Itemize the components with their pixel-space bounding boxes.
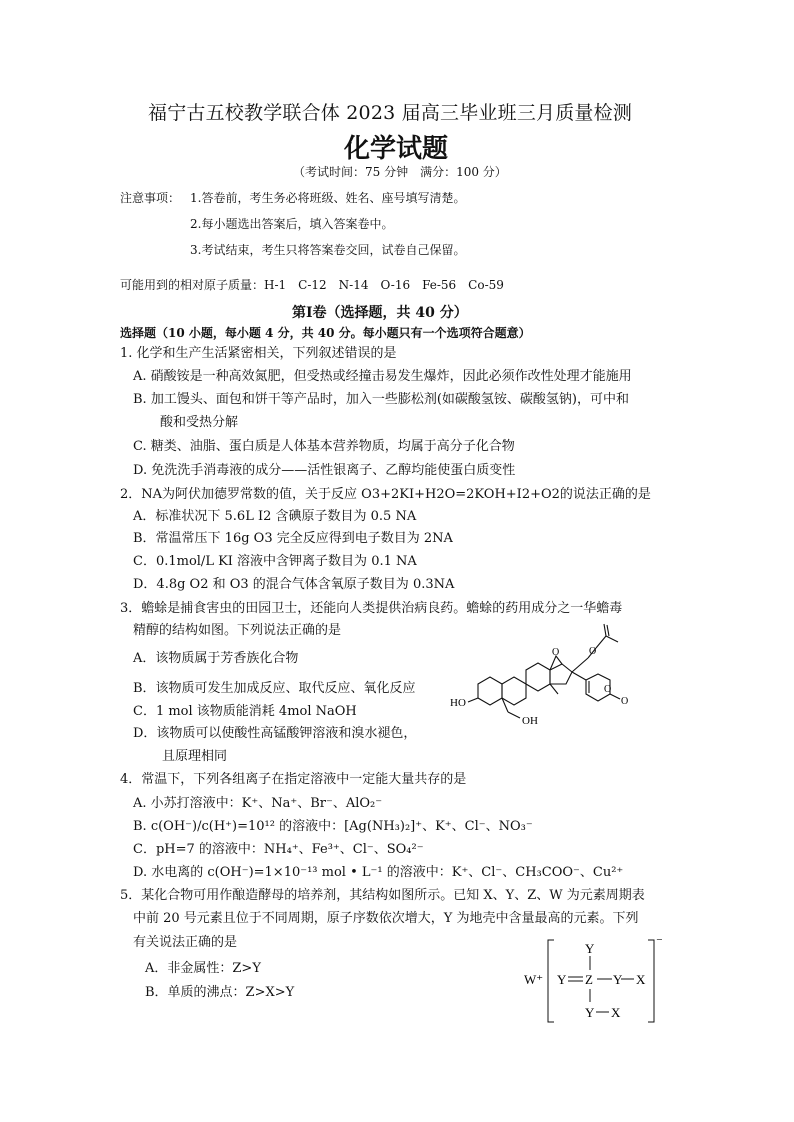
struct-cation-w: W⁺	[524, 972, 544, 987]
struct-charge: ⁻	[656, 936, 663, 949]
q2-option-a: A．标准状况下 5.6L I2 含碘原子数目为 0.5 NA	[133, 509, 417, 524]
q3-stem-cont: 精醇的结构如图。下列说法正确的是	[133, 623, 342, 638]
q3-molecular-structure	[448, 622, 678, 732]
struct-right-y: Y	[613, 972, 623, 987]
q4-option-d: D. 水电离的 c(OH⁻)=1×10⁻¹³ mol • L⁻¹ 的溶液中：K⁺、Cl⁻、CH₃COO⁻、Cu²⁺	[133, 865, 624, 880]
q1-option-a: A. 硝酸铵是一种高效氮肥，但受热或经撞击易发生爆炸，因此必须作改性处理才能施用	[133, 369, 632, 384]
struct-center-z: Z	[585, 972, 593, 987]
struct-right-x: X	[636, 972, 646, 987]
section-instruction: 选择题（10 小题，每小题 4 分，共 40 分。每小题只有一个选项符合题意）	[120, 326, 531, 340]
note-item-1: 1.答卷前，考生务必将班级、姓名、座号填写清楚。	[190, 191, 466, 205]
q5-stem: 5．某化合物可用作酿造酵母的培养剂，其结构如图所示。已知 X、Y、Z、W 为元素周期表	[120, 888, 645, 903]
q3-stem: 3．蟾蜍是捕食害虫的田园卫士，还能向人类提供治病良药。蟾蜍的药用成分之一华蟾毒	[120, 601, 623, 616]
structure-label-o-carbonyl: O	[621, 696, 629, 707]
q4-option-a: A. 小苏打溶液中：K⁺、Na⁺、Br⁻、AlO₂⁻	[133, 796, 383, 811]
struct-bottom-x: X	[611, 1005, 621, 1020]
q5-stem-cont-2: 有关说法正确的是	[133, 935, 238, 950]
notes-label: 注意事项：	[120, 191, 181, 205]
q2-option-d: D．4.8g O2 和 O3 的混合气体含氧原子数目为 0.3NA	[133, 577, 455, 592]
structure-label-o-epoxide: O	[552, 647, 560, 658]
structure-label-o-ester: O	[589, 646, 597, 657]
struct-bottom-y: Y	[585, 1005, 595, 1020]
q3-option-d-cont: 且原理相同	[162, 749, 228, 764]
struct-left-y: Y	[557, 972, 567, 987]
section-title: 第Ⅰ卷（选择题，共 40 分）	[292, 305, 468, 321]
q5-ion-structure	[520, 936, 670, 1026]
q4-option-b: B. c(OH⁻)/c(H⁺)=10¹² 的溶液中：[Ag(NH₃)₂]⁺、K⁺、Cl⁻、NO₃⁻	[133, 819, 533, 834]
note-item-2: 2.每小题选出答案后，填入答案卷中。	[190, 217, 394, 231]
q1-option-b-cont: 酸和受热分解	[160, 415, 239, 430]
q3-option-d: D．该物质可以使酸性高锰酸钾溶液和溴水褪色，	[133, 726, 417, 741]
q4-stem: 4．常温下，下列各组离子在指定溶液中一定能大量共存的是	[120, 772, 467, 787]
q5-stem-cont-1: 中前 20 号元素且位于不同周期，原子序数依次增大，Y 为地壳中含量最高的元素。下列	[133, 911, 639, 926]
q2-option-b: B．常温常压下 16g O3 完全反应得到电子数目为 2NA	[133, 531, 453, 546]
structure-label-ho: HO	[450, 697, 466, 709]
exam-header-title: 福宁古五校教学联合体 2023 届高三毕业班三月质量检测	[148, 102, 633, 124]
q3-option-b: B．该物质可发生加成反应、取代反应、氧化反应	[133, 681, 416, 696]
q2-stem: 2．NA为阿伏加德罗常数的值，关于反应 O3+2KI+H2O=2KOH+I2+O2的说法正确的是	[120, 487, 651, 502]
q5-option-b: B．单质的沸点：Z>X>Y	[145, 985, 295, 1000]
struct-top-y: Y	[585, 941, 595, 956]
exam-info: （考试时间：75 分钟 满分：100 分）	[293, 165, 507, 179]
q3-option-c: C．1 mol 该物质能消耗 4mol NaOH	[133, 704, 357, 719]
note-item-3: 3.考试结束，考生只将答案卷交回，试卷自己保留。	[190, 243, 466, 257]
atomic-masses: 可能用到的相对原子质量：H-1 C-12 N-14 O-16 Fe-56 Co-59	[120, 278, 504, 292]
structure-label-oh: OH	[522, 715, 538, 727]
q4-option-c: C．pH=7 的溶液中：NH₄⁺、Fe³⁺、Cl⁻、SO₄²⁻	[133, 842, 424, 857]
q2-option-c: C．0.1mol/L KI 溶液中含钾离子数目为 0.1 NA	[133, 554, 417, 569]
q1-option-b: B. 加工馒头、面包和饼干等产品时，加入一些膨松剂(如碳酸氢铵、碳酸氢钠)，可中和	[133, 392, 629, 407]
structure-label-o-ring: O	[604, 684, 612, 695]
q1-option-d: D. 免洗洗手消毒液的成分——活性银离子、乙醇均能使蛋白质变性	[133, 463, 516, 478]
subject-title: 化学试题	[344, 134, 449, 164]
q1-stem: 1. 化学和生产生活紧密相关，下列叙述错误的是	[120, 346, 397, 361]
q3-option-a: A．该物质属于芳香族化合物	[133, 651, 299, 666]
q5-option-a: A．非金属性：Z>Y	[145, 961, 261, 976]
q1-option-c: C. 糖类、油脂、蛋白质是人体基本营养物质，均属于高分子化合物	[133, 439, 515, 454]
